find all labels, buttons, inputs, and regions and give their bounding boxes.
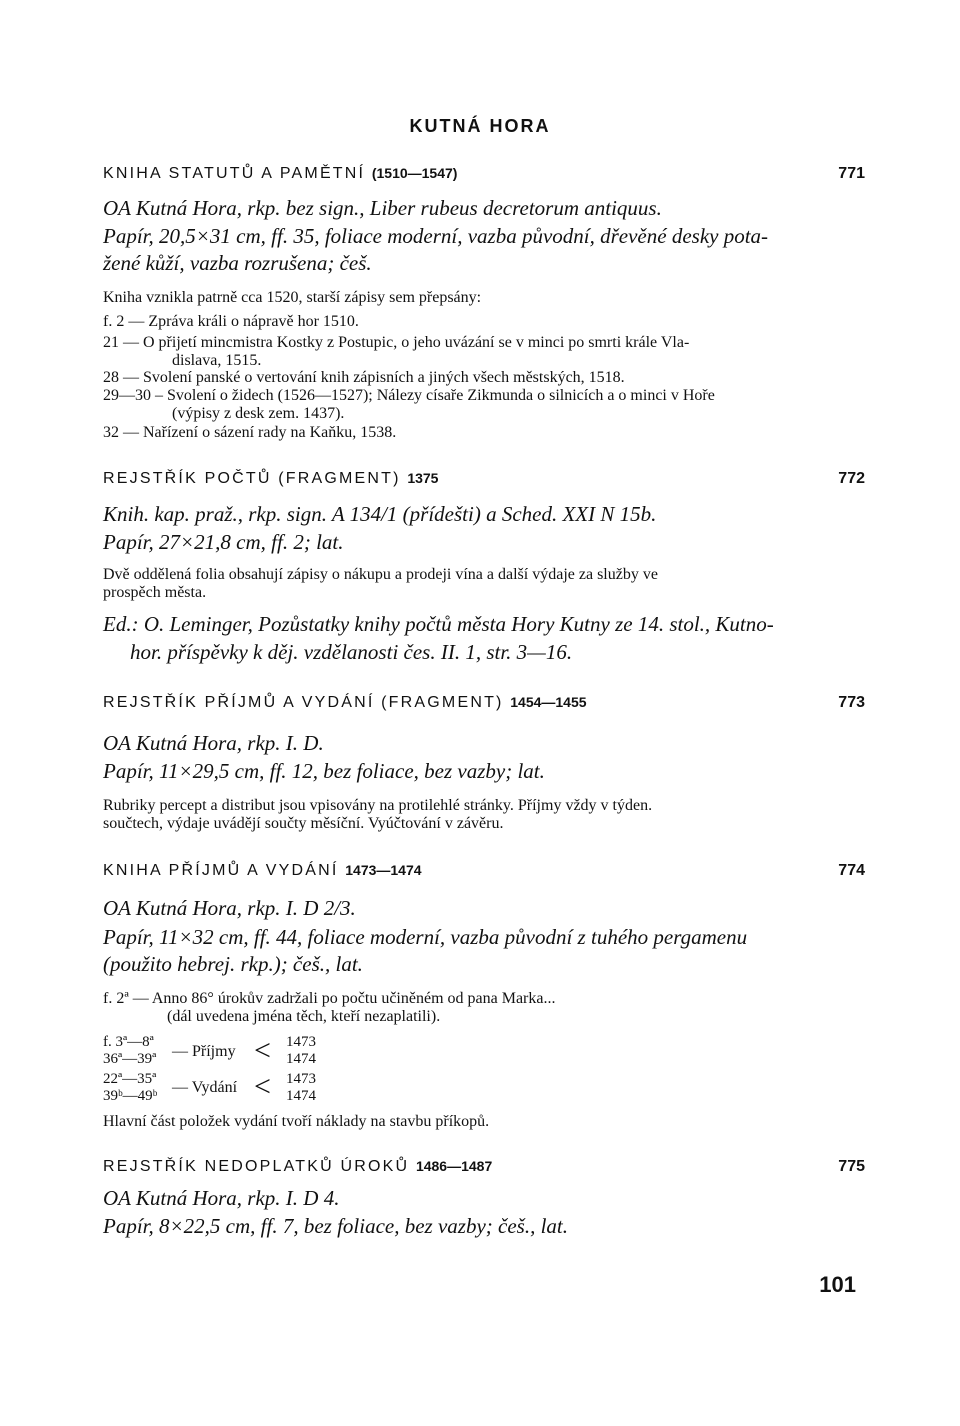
year-top: 1473 — [286, 1071, 316, 1087]
description-line: součtech, výdaje uvádějí součty měsíční. Vyúčtování v závěru. — [103, 815, 504, 832]
edition-line: Ed.: O. Leminger, Pozůstatky knihy počtů města Hory Kutny ze 14. stol., Kutno- — [103, 612, 774, 636]
source-line: Knih. kap. praž., rkp. sign. A 134/1 (přídešti) a Sched. XXI N 15b. — [103, 502, 657, 526]
entry-number-774: 774 — [838, 862, 865, 879]
description-line: dislava, 1515. — [172, 352, 262, 369]
heading-years: 1473—1474 — [345, 862, 422, 878]
section-heading-772 — [103, 470, 438, 488]
folio-range-bottom: 39ᵇ—49ᵇ — [103, 1088, 158, 1104]
entry-number-771: 771 — [838, 165, 865, 182]
year-top: 1473 — [286, 1034, 316, 1050]
heading-text: REJSTŘÍK NEDOPLATKŮ ÚROKŮ — [103, 1158, 410, 1175]
heading-text: KNIHA STATUTŮ A PAMĚTNÍ — [103, 165, 366, 182]
heading-text: KNIHA PŘÍJMŮ A VYDÁNÍ — [103, 862, 339, 879]
source-line: OA Kutná Hora, rkp. I. D 2/3. — [103, 896, 356, 920]
description-line: Kniha vznikla patrně cca 1520, starší zápisy sem přepsány: — [103, 289, 482, 306]
year-bottom: 1474 — [286, 1088, 316, 1104]
description-line: Rubriky percept a distribut jsou vpisovány na protilehlé stránky. Příjmy vždy v týden. — [103, 797, 653, 814]
source-line: Papír, 11×29,5 cm, ff. 12, bez foliace, bez vazby; lat. — [103, 759, 545, 783]
folio-years — [286, 1072, 316, 1104]
year-bottom: 1474 — [286, 1051, 316, 1067]
description-line: 21 — O přijetí mincmistra Kostky z Postupic, o jeho uvázání se v minci po smrti krále Vla- — [103, 334, 690, 351]
source-line: Papír, 11×32 cm, ff. 44, foliace moderní, vazba původní z tuhého pergamenu — [103, 925, 748, 949]
entry-number-773: 773 — [838, 694, 865, 711]
section-heading-775 — [103, 1158, 492, 1176]
heading-years: 1454—1455 — [510, 694, 587, 710]
heading-years: 1375 — [407, 470, 439, 486]
source-line: OA Kutná Hora, rkp. I. D 4. — [103, 1186, 340, 1210]
bracket-icon: < — [254, 1034, 271, 1067]
description-line: f. 2 — Zpráva králi o nápravě hor 1510. — [103, 313, 359, 330]
folio-table-note: Hlavní část položek vydání tvoří náklady na stavbu příkopů. — [103, 1113, 490, 1130]
page-title: KUTNÁ HORA — [409, 116, 551, 136]
description-line: f. 2ª — Anno 86° úrokův zadržali po počtu učiněném od pana Marka... — [103, 990, 556, 1007]
source-line: žené kůží, vazba rozrušena; češ. — [103, 251, 372, 275]
entry-number-772: 772 — [838, 470, 865, 487]
heading-text: REJSTŘÍK POČTŮ (FRAGMENT) — [103, 470, 401, 487]
description-line: 32 — Nařízení o sázení rady na Kaňku, 1538. — [103, 424, 397, 441]
section-heading-771 — [103, 165, 457, 183]
section-heading-773 — [103, 694, 587, 712]
folio-range — [103, 1072, 157, 1104]
page-number: 101 — [819, 1272, 856, 1297]
bracket-icon: < — [254, 1070, 271, 1103]
source-line: Papír, 8×22,5 cm, ff. 7, bez foliace, bez vazby; češ., lat. — [103, 1214, 569, 1238]
source-line: OA Kutná Hora, rkp. I. D. — [103, 731, 324, 755]
description-line: 28 — Svolení panské o vertování knih zápisních a jiných všech městských, 1518. — [103, 369, 625, 386]
folio-range-top: 22ª—35ª — [103, 1071, 157, 1087]
heading-years: (1510—1547) — [371, 165, 458, 181]
folio-years — [286, 1035, 316, 1067]
folio-label-prijmy: — Příjmy — [172, 1043, 236, 1060]
description-line: prospěch města. — [103, 584, 207, 601]
source-line: Papír, 27×21,8 cm, ff. 2; lat. — [103, 530, 344, 554]
edition-line: hor. příspěvky k děj. vzdělanosti čes. II. 1, str. 3—16. — [130, 640, 573, 664]
section-heading-774 — [103, 862, 422, 880]
heading-text: REJSTŘÍK PŘÍJMŮ A VYDÁNÍ (FRAGMENT) — [103, 694, 504, 711]
folio-range — [103, 1035, 156, 1067]
description-line: Dvě oddělená folia obsahují zápisy o nákupu a prodeji vína a další výdaje za služby ve — [103, 566, 658, 583]
entry-number-775: 775 — [838, 1158, 865, 1175]
heading-years: 1486—1487 — [415, 1158, 493, 1174]
folio-range-top: f. 3ª—8ª — [103, 1034, 154, 1050]
description-line: (výpisy z desk zem. 1437). — [172, 405, 345, 422]
description-line: 29—30 – Svolení o židech (1526—1527); Nálezy císaře Zikmunda o silnicích a o minci v Hoře — [103, 387, 715, 404]
source-line: Papír, 20,5×31 cm, ff. 35, foliace moderní, vazba původní, dřevěné desky pota- — [103, 224, 769, 248]
folio-label-vydani: — Vydání — [172, 1079, 238, 1096]
folio-range-bottom: 36ª—39ª — [103, 1051, 157, 1067]
description-line: (dál uvedena jména těch, kteří nezaplatili). — [167, 1008, 441, 1025]
source-line: OA Kutná Hora, rkp. bez sign., Liber rubeus decretorum antiquus. — [103, 196, 662, 220]
source-line: (použito hebrej. rkp.); češ., lat. — [103, 952, 363, 976]
